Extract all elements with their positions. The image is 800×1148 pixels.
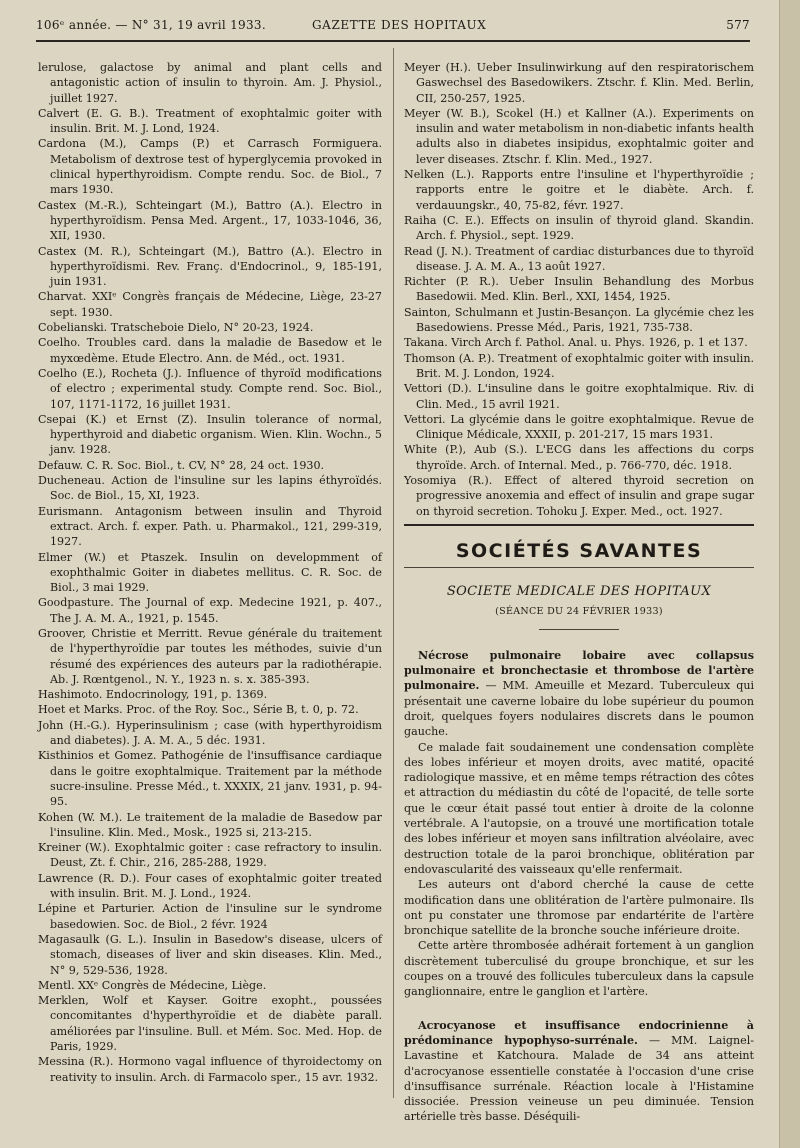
article-authors: — MM. Ameuille et Mezard.: [479, 679, 654, 693]
reference-entry: Richter (P. R.). Ueber Insulin Behandlung des Morbus Basedowii. Med. Klin. Berl., XXI, 1454, 1925.: [404, 275, 754, 304]
reference-entry: Thomson (A. P.). Treatment of exophtalmic goiter with insulin. Brit. M. J. London, 1924.: [404, 351, 754, 380]
reference-entry: Csepai (K.) et Ernst (Z). Insulin tolerance of normal, hyperthyroid and diabetic organism. Wien. Klin. Wochn., 5 janv. 1928.: [38, 412, 382, 457]
running-header: [36, 18, 750, 40]
reference-entry: Nelken (L.). Rapports entre l'insuline et l'hyperthyroïdie ; rapports entre le goitre et le diabète. Arch. f. verdauungskr., 40, 75-82, févr. 1927.: [404, 168, 754, 212]
section-rule: [404, 524, 754, 526]
reference-entry: Vettori (D.). L'insuline dans le goitre exophtalmique. Riv. di Clin. Med., 15 avril 1921.: [404, 382, 754, 411]
article-acrocyanose: [404, 1018, 754, 1125]
left-column: [38, 60, 382, 1085]
article-paragraph: Ce malade fait soudainement une condensation complète des lobes inférieur et moyen droits, avec matité, opacité radiologique massive, et en même temps rétraction des côtes et attraction du médiastin du côté de l'opacité, de telle sorte que le cœur était passé tout entier à droite de la colonne vertébrale. A l'autopsie, on a trouvé une mortification totale des lobes inférieur et moyen sans infiltration alvéolaire, avec destruction totale de la paroi bronchique, oblitération par endovascularité des vaisseaux qu'elle renfermait.: [404, 740, 754, 876]
reference-entry: Coelho (E.), Rocheta (J.). Influence of thyroïd modifications of electro ; experimental study. Compte rend. Soc. Biol., 107, 1171-1172, 16 juillet 1931.: [38, 366, 382, 411]
article-authors: — MM. Laignel-Lavastine et Katchoura.: [404, 1033, 754, 1063]
reference-entry: Goodpasture. The Journal of exp. Medecine 1921, p. 407., The J. A. M. A., 1921, p. 1545.: [38, 596, 382, 625]
reference-entry: Ducheneau. Action de l'insuline sur les lapins éthyroïdés. Soc. de Biol., 15, XI, 1923.: [38, 474, 382, 503]
article-paragraph: Les auteurs ont d'abord cherché la cause de cette modification dans une oblitération de l'artère pulmonaire. Ils ont pu constater une thromose par endartérite de l'artère bronchique satellite de la bronche souche inférieure droite.: [404, 878, 754, 938]
reference-entry: Vettori. La glycémie dans le goitre exophtalmique. Revue de Clinique Médicale, XXXII, p. 201-217, 15 mars 1931.: [404, 412, 754, 442]
page-number: 577: [726, 18, 750, 32]
session-date: (SÉANCE DU 24 FÉVRIER 1933): [495, 605, 663, 617]
reference-entry: Kreiner (W.). Exophtalmic goiter : case refractory to insulin. Deust, Zt. f. Chir., 216, 285-288, 1929.: [38, 841, 382, 870]
reference-entry: Meyer (H.). Ueber Insulinwirkung auf den respiratorischem Gaswechsel des Basedowikers. Ztschr. f. Klin. Med. Berlin, CII, 250-257, 1925.: [404, 61, 754, 105]
column-divider: [393, 48, 394, 1098]
reference-entry: Kohen (W. M.). Le traitement de la maladie de Basedow par l'insuline. Klin. Med., Mosk., 1925 si, 213-215.: [38, 810, 382, 839]
short-rule: [539, 629, 619, 630]
reference-entry: Yosomiya (R.). Effect of altered thyroid secretion on progressive anoxemia and effect of insulin and grape sugar on thyroid secretion. Tohoku J. Exper. Med., oct. 1927.: [404, 474, 754, 518]
article-paragraph: Cette artère thrombosée adhérait fortement à un ganglion discrètement tuberculisé du groupe bronchique, et sur les coupes on a trouvé des follicules tuberculeux dans la capsule ganglionnaire, entre le ganglion et l'artère.: [404, 939, 754, 999]
reference-entry: Read (J. N.). Treatment of cardiac disturbances due to thyroïd disease. J. A. M. A., 13 août 1927.: [404, 244, 754, 273]
reference-entry: Eurismann. Antagonism between insulin and Thyroid extract. Arch. f. exper. Path. u. Pharmakol., 121, 299-319, 1927.: [38, 504, 382, 549]
reference-entry: Magasaulk (G. L.). Insulin in Basedow's disease, ulcers of stomach, diseases of liver and skin diseases. Klin. Med., N° 9, 529-536, 1928.: [38, 932, 382, 977]
reference-entry: Castex (M. R.), Schteingart (M.), Battro (A.). Electro in hyperthyroïdismi. Rev. Franç. d'Endocrinol., 9, 185-191, juin 1931.: [38, 244, 382, 289]
article-title: Nécrose pulmonaire lobaire avec collapsus pulmonaire et bronchectasie et thrombose de l'artère pulmonaire.: [404, 648, 754, 693]
reference-entry: Hoet et Marks. Proc. of the Roy. Soc., Série B, t. 0, p. 72.: [38, 703, 359, 717]
reference-entry: Coelho. Troubles card. dans la maladie de Basedow et le myxœdème. Etude Electro. Ann. de Méd., oct. 1931.: [38, 336, 382, 365]
reference-entry: Defauw. C. R. Soc. Biol., t. CV, N° 28, 24 oct. 1930.: [38, 458, 325, 472]
section-title-rule: [404, 567, 754, 568]
header-rule: [36, 40, 750, 42]
article-intro: [404, 1018, 754, 1125]
reference-entry: Castex (M.-R.), Schteingart (M.), Battro (A.). Electro in hyperthyroïdism. Pensa Med. Argent., 17, 1033-1046, 36, XII, 1930.: [38, 198, 382, 243]
reference-entry: Lawrence (R. D.). Four cases of exophtalmic goiter treated with insulin. Brit. M. J. Lond., 1924.: [38, 871, 382, 901]
reference-entry: Lépine et Parturier. Action de l'insuline sur le syndrome basedowien. Soc. de Biol., 2 févr. 1924: [38, 902, 382, 931]
society-name: SOCIETE MEDICALE DES HOPITAUX: [446, 584, 712, 600]
reference-entry: Sainton, Schulmann et Justin-Besançon. La glycémie chez les Basedowiens. Presse Méd., Paris, 1921, 735-738.: [404, 305, 754, 335]
reference-entry: John (H.-G.). Hyperinsulinism ; case (with hyperthyroidism and diabetes). J. A. M. A., 5 déc. 1931.: [38, 718, 382, 748]
reference-entry: Messina (R.). Hormono vagal influence of thyroidectomy on reativity to insulin. Arch. di Farmacolo sper., 15 avr. 1932.: [38, 1055, 382, 1084]
reference-entry: Mentl. XXᵉ Congrès de Médecine, Liège.: [38, 978, 267, 992]
reference-entry: Elmer (W.) et Ptaszek. Insulin on developmment of exophthalmic Goiter in diabetes mellitus. C. R. Soc. de Biol., 3 mai 1929.: [38, 550, 382, 595]
binding-edge: [779, 0, 800, 1148]
reference-entry: Raiha (C. E.). Effects on insulin of thyroid gland. Skandin. Arch. f. Physiol., sept. 1929.: [404, 213, 754, 243]
reference-entry: Meyer (W. B.), Scokel (H.) et Kallner (A.). Experiments on insulin and water metabolism in non-diabetic infants health adults also in diabetes insipidus, exophtalmic goiter and lever diseases. Ztschr. f. Klin. Med., 1927.: [404, 106, 754, 166]
journal-title: GAZETTE DES HOPITAUX: [312, 18, 487, 32]
article-necrose: [404, 648, 754, 1000]
reference-entry: Cobelianski. Tratscheboie Dielo, N° 20-23, 1924.: [38, 321, 314, 335]
bibliography-right: [404, 60, 754, 519]
reference-entry: lerulose, galactose by animal and plant cells and antagonistic action of insulin to thyroin. Am. J. Physiol., juillet 1927.: [38, 61, 382, 105]
reference-entry: Charvat. XXIᵉ Congrès français de Médecine, Liège, 23-27 sept. 1930.: [38, 290, 382, 319]
bibliography-left: [38, 60, 382, 1085]
right-column: [404, 60, 754, 1125]
reference-entry: Hashimoto. Endocrinology, 191, p. 1369.: [38, 688, 268, 702]
reference-entry: Kisthinios et Gomez. Pathogénie de l'insuffisance cardiaque dans le goitre exophtalmique. Traitement par la méthode sucre-insuline. Presse Méd., t. XXXIX, 21 janv. 1931, p. 94-95.: [38, 749, 382, 809]
reference-entry: Groover, Christie et Merritt. Revue générale du traitement de l'hyperthyroïdie par toutes les méthodes, suivie d'un résumé des expériences des auteurs par la radiothérapie. Ab. J. Rœntgenol., N. Y., 1923 n. s. x. 385-393.: [38, 626, 382, 686]
reference-entry: White (P.), Aub (S.). L'ECG dans les affections du corps thyroïde. Arch. of Internal. Med., p. 766-770, déc. 1918.: [404, 443, 754, 472]
article-title: Acrocyanose et insuffisance endocrinienne à prédominance hypophyso-surrénale.: [404, 1018, 754, 1047]
article-body: Malade de 34 ans atteint d'acrocyanose essentielle constatée à l'occasion d'une crise d'insuffisance surrénale. Réaction locale à l'Histamine dissociée. Pression veineuse un peu diminuée. Tension artérielle très basse. Déséquili-: [404, 1049, 754, 1124]
reference-entry: Cardona (M.), Camps (P.) et Carrasch Formiguera. Metabolism of dextrose test of hyperglycemia provoked in clinical hyperthyroidism. Compte rendu. Soc. de Biol., 7 mars 1930.: [38, 137, 382, 197]
issue-info: 106ᵉ année. — N° 31, 19 avril 1933.: [36, 18, 266, 32]
reference-entry: Takana. Virch Arch f. Pathol. Anal. u. Phys. 1926, p. 1 et 137.: [404, 336, 748, 350]
reference-entry: Calvert (E. G. B.). Treatment of exophtalmic goiter with insulin. Brit. M. J. Lond, 1924.: [38, 106, 382, 136]
reference-entry: Merklen, Wolf et Kayser. Goitre exopht., poussées concomitantes d'hyperthyroïdie et de diabète parall. améliorées par l'insuline. Bull. et Mém. Soc. Med. Hop. de Paris, 1929.: [38, 994, 382, 1053]
article-body: Tuberculeux qui présentait une caverne lobaire du lobe supérieur du poumon droit, quelques foyers nodulaires discrets dans le poumon gauche.: [404, 679, 755, 739]
section-title: SOCIÉTÉS SAVANTES: [455, 539, 703, 562]
article-intro: [404, 648, 754, 740]
